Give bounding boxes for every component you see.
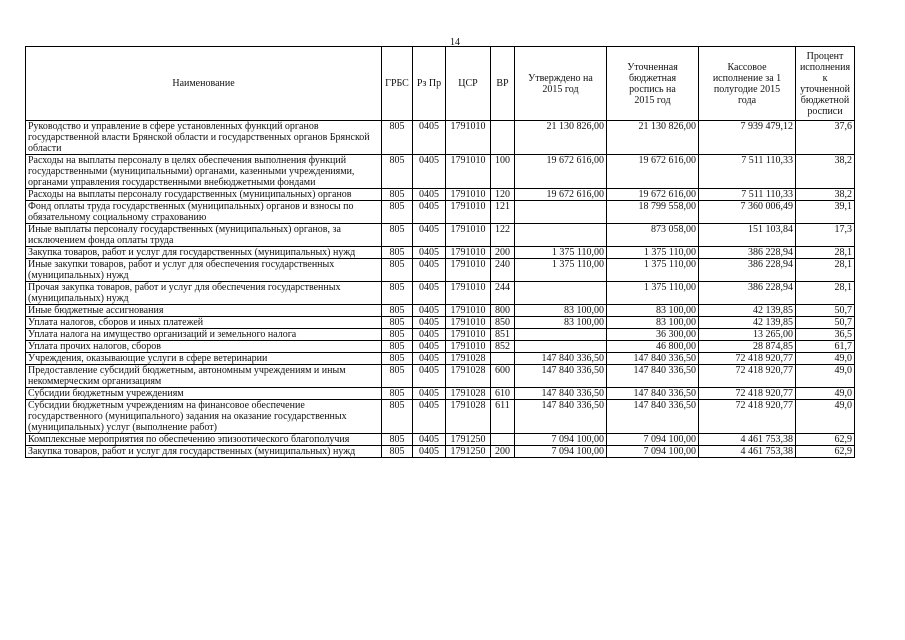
row-vr: 120 bbox=[491, 189, 515, 201]
row-approved: 83 100,00 bbox=[515, 317, 607, 329]
row-approved: 147 840 336,50 bbox=[515, 365, 607, 388]
row-percent: 62,9 bbox=[796, 434, 855, 446]
row-refined: 147 840 336,50 bbox=[607, 388, 699, 400]
row-approved: 19 672 616,00 bbox=[515, 155, 607, 189]
row-name: Иные выплаты персоналу государственных (муниципальных) органов, за исключением фонда оплаты труда bbox=[26, 224, 382, 247]
row-percent: 37,6 bbox=[796, 121, 855, 155]
table-row bbox=[26, 365, 855, 388]
table-row bbox=[26, 121, 855, 155]
header-csr: ЦСР bbox=[446, 47, 491, 121]
table-row bbox=[26, 247, 855, 259]
row-percent: 49,0 bbox=[796, 365, 855, 388]
row-percent: 28,1 bbox=[796, 282, 855, 305]
row-rzpr: 0405 bbox=[413, 259, 446, 282]
row-csr: 1791010 bbox=[446, 305, 491, 317]
row-grbs: 805 bbox=[382, 446, 413, 458]
table-row bbox=[26, 400, 855, 434]
row-approved: 83 100,00 bbox=[515, 305, 607, 317]
table-row bbox=[26, 259, 855, 282]
row-vr: 200 bbox=[491, 247, 515, 259]
row-cash: 386 228,94 bbox=[699, 247, 796, 259]
row-csr: 1791010 bbox=[446, 155, 491, 189]
row-vr bbox=[491, 121, 515, 155]
row-name: Уплата прочих налогов, сборов bbox=[26, 341, 382, 353]
row-vr: 852 bbox=[491, 341, 515, 353]
row-csr: 1791010 bbox=[446, 189, 491, 201]
row-name: Уплата налогов, сборов и иных платежей bbox=[26, 317, 382, 329]
row-rzpr: 0405 bbox=[413, 446, 446, 458]
row-grbs: 805 bbox=[382, 155, 413, 189]
row-cash: 7 360 006,49 bbox=[699, 201, 796, 224]
row-name: Предоставление субсидий бюджетным, автономным учреждениям и иным некоммерческим организациям bbox=[26, 365, 382, 388]
budget-table bbox=[25, 46, 855, 458]
table-row bbox=[26, 155, 855, 189]
row-csr: 1791010 bbox=[446, 282, 491, 305]
row-percent: 28,1 bbox=[796, 259, 855, 282]
row-vr: 800 bbox=[491, 305, 515, 317]
row-cash: 7 511 110,33 bbox=[699, 189, 796, 201]
row-approved bbox=[515, 341, 607, 353]
row-csr: 1791250 bbox=[446, 446, 491, 458]
table-row bbox=[26, 189, 855, 201]
row-csr: 1791010 bbox=[446, 329, 491, 341]
row-approved: 1 375 110,00 bbox=[515, 247, 607, 259]
row-approved bbox=[515, 201, 607, 224]
row-percent: 28,1 bbox=[796, 247, 855, 259]
row-grbs: 805 bbox=[382, 317, 413, 329]
row-grbs: 805 bbox=[382, 201, 413, 224]
row-approved: 19 672 616,00 bbox=[515, 189, 607, 201]
row-refined: 19 672 616,00 bbox=[607, 155, 699, 189]
row-refined: 1 375 110,00 bbox=[607, 259, 699, 282]
row-grbs: 805 bbox=[382, 329, 413, 341]
row-percent: 38,2 bbox=[796, 189, 855, 201]
row-rzpr: 0405 bbox=[413, 247, 446, 259]
row-percent: 50,7 bbox=[796, 305, 855, 317]
row-rzpr: 0405 bbox=[413, 189, 446, 201]
row-name: Иные закупки товаров, работ и услуг для обеспечения государственных (муниципальных) нужд bbox=[26, 259, 382, 282]
row-vr bbox=[491, 434, 515, 446]
table-row bbox=[26, 317, 855, 329]
row-rzpr: 0405 bbox=[413, 317, 446, 329]
header-rzpr: Рз Пр bbox=[413, 47, 446, 121]
row-percent: 39,1 bbox=[796, 201, 855, 224]
row-refined: 36 300,00 bbox=[607, 329, 699, 341]
header-name: Наименование bbox=[26, 47, 382, 121]
row-rzpr: 0405 bbox=[413, 305, 446, 317]
header-vr: ВР bbox=[491, 47, 515, 121]
row-grbs: 805 bbox=[382, 434, 413, 446]
row-csr: 1791028 bbox=[446, 400, 491, 434]
header-approved: Утверждено на 2015 год bbox=[515, 47, 607, 121]
row-csr: 1791010 bbox=[446, 224, 491, 247]
row-cash: 28 874,85 bbox=[699, 341, 796, 353]
row-rzpr: 0405 bbox=[413, 434, 446, 446]
table-row bbox=[26, 305, 855, 317]
row-refined: 18 799 558,00 bbox=[607, 201, 699, 224]
row-refined: 1 375 110,00 bbox=[607, 282, 699, 305]
row-vr: 611 bbox=[491, 400, 515, 434]
row-vr: 122 bbox=[491, 224, 515, 247]
row-rzpr: 0405 bbox=[413, 201, 446, 224]
row-approved: 7 094 100,00 bbox=[515, 434, 607, 446]
row-approved: 147 840 336,50 bbox=[515, 353, 607, 365]
row-cash: 386 228,94 bbox=[699, 282, 796, 305]
row-cash: 4 461 753,38 bbox=[699, 446, 796, 458]
row-rzpr: 0405 bbox=[413, 282, 446, 305]
row-grbs: 805 bbox=[382, 341, 413, 353]
row-rzpr: 0405 bbox=[413, 224, 446, 247]
row-csr: 1791010 bbox=[446, 121, 491, 155]
row-refined: 147 840 336,50 bbox=[607, 365, 699, 388]
row-rzpr: 0405 bbox=[413, 329, 446, 341]
row-cash: 42 139,85 bbox=[699, 305, 796, 317]
table-row bbox=[26, 388, 855, 400]
row-name: Субсидии бюджетным учреждениям bbox=[26, 388, 382, 400]
row-name: Расходы на выплаты персоналу государственных (муниципальных) органов bbox=[26, 189, 382, 201]
row-rzpr: 0405 bbox=[413, 400, 446, 434]
row-approved: 147 840 336,50 bbox=[515, 400, 607, 434]
row-name: Иные бюджетные ассигнования bbox=[26, 305, 382, 317]
row-percent: 62,9 bbox=[796, 446, 855, 458]
row-csr: 1791010 bbox=[446, 201, 491, 224]
row-rzpr: 0405 bbox=[413, 121, 446, 155]
row-refined: 1 375 110,00 bbox=[607, 247, 699, 259]
row-vr: 121 bbox=[491, 201, 515, 224]
row-percent: 50,7 bbox=[796, 317, 855, 329]
row-cash: 7 511 110,33 bbox=[699, 155, 796, 189]
row-csr: 1791010 bbox=[446, 317, 491, 329]
row-refined: 46 800,00 bbox=[607, 341, 699, 353]
row-name: Расходы на выплаты персоналу в целях обеспечения выполнения функций государственными (муниципальными) органами, казенными учреждениями, органами управления государственными внебюджетными фондами bbox=[26, 155, 382, 189]
row-percent: 49,0 bbox=[796, 388, 855, 400]
row-approved: 1 375 110,00 bbox=[515, 259, 607, 282]
row-refined: 19 672 616,00 bbox=[607, 189, 699, 201]
row-vr: 244 bbox=[491, 282, 515, 305]
table-row bbox=[26, 329, 855, 341]
row-percent: 36,5 bbox=[796, 329, 855, 341]
row-grbs: 805 bbox=[382, 121, 413, 155]
row-name: Уплата налога на имущество организаций и земельного налога bbox=[26, 329, 382, 341]
row-vr: 851 bbox=[491, 329, 515, 341]
row-csr: 1791250 bbox=[446, 434, 491, 446]
row-vr: 850 bbox=[491, 317, 515, 329]
table-row bbox=[26, 353, 855, 365]
row-csr: 1791010 bbox=[446, 341, 491, 353]
row-refined: 147 840 336,50 bbox=[607, 353, 699, 365]
row-percent: 49,0 bbox=[796, 400, 855, 434]
row-grbs: 805 bbox=[382, 353, 413, 365]
row-cash: 72 418 920,77 bbox=[699, 400, 796, 434]
row-cash: 4 461 753,38 bbox=[699, 434, 796, 446]
row-approved bbox=[515, 329, 607, 341]
row-refined: 83 100,00 bbox=[607, 317, 699, 329]
row-cash: 7 939 479,12 bbox=[699, 121, 796, 155]
row-approved bbox=[515, 224, 607, 247]
row-grbs: 805 bbox=[382, 400, 413, 434]
row-refined: 873 058,00 bbox=[607, 224, 699, 247]
row-percent: 61,7 bbox=[796, 341, 855, 353]
row-cash: 72 418 920,77 bbox=[699, 365, 796, 388]
row-refined: 7 094 100,00 bbox=[607, 434, 699, 446]
row-vr: 200 bbox=[491, 446, 515, 458]
row-refined: 147 840 336,50 bbox=[607, 400, 699, 434]
row-approved: 21 130 826,00 bbox=[515, 121, 607, 155]
row-cash: 386 228,94 bbox=[699, 259, 796, 282]
row-grbs: 805 bbox=[382, 259, 413, 282]
table-row bbox=[26, 201, 855, 224]
row-cash: 42 139,85 bbox=[699, 317, 796, 329]
row-name: Субсидии бюджетным учреждениям на финансовое обеспечение государственного (муниципального) задания на оказание государственных (муниципальных) услуг (выполнение работ) bbox=[26, 400, 382, 434]
row-grbs: 805 bbox=[382, 224, 413, 247]
row-grbs: 805 bbox=[382, 189, 413, 201]
row-csr: 1791028 bbox=[446, 353, 491, 365]
row-refined: 21 130 826,00 bbox=[607, 121, 699, 155]
row-name: Фонд оплаты труда государственных (муниципальных) органов и взносы по обязательному социальному страхованию bbox=[26, 201, 382, 224]
row-vr: 240 bbox=[491, 259, 515, 282]
header-percent: Процент исполнения к уточненной бюджетной росписи bbox=[796, 47, 855, 121]
row-csr: 1791010 bbox=[446, 247, 491, 259]
row-refined: 83 100,00 bbox=[607, 305, 699, 317]
page-number: 14 bbox=[450, 37, 460, 48]
row-name: Прочая закупка товаров, работ и услуг для обеспечения государственных (муниципальных) нужд bbox=[26, 282, 382, 305]
row-name: Закупка товаров, работ и услуг для государственных (муниципальных) нужд bbox=[26, 247, 382, 259]
row-rzpr: 0405 bbox=[413, 388, 446, 400]
row-grbs: 805 bbox=[382, 305, 413, 317]
row-vr: 600 bbox=[491, 365, 515, 388]
row-grbs: 805 bbox=[382, 365, 413, 388]
row-vr: 100 bbox=[491, 155, 515, 189]
header-cash: Кассовое исполнение за 1 полугодие 2015 года bbox=[699, 47, 796, 121]
row-cash: 151 103,84 bbox=[699, 224, 796, 247]
row-approved: 147 840 336,50 bbox=[515, 388, 607, 400]
row-rzpr: 0405 bbox=[413, 155, 446, 189]
table-row bbox=[26, 282, 855, 305]
row-approved: 7 094 100,00 bbox=[515, 446, 607, 458]
row-rzpr: 0405 bbox=[413, 353, 446, 365]
row-cash: 13 265,00 bbox=[699, 329, 796, 341]
row-name: Комплексные мероприятия по обеспечению эпизоотического благополучия bbox=[26, 434, 382, 446]
row-name: Учреждения, оказывающие услуги в сфере ветеринарии bbox=[26, 353, 382, 365]
row-name: Руководство и управление в сфере установленных функций органов государственной власти Брянской области и государственных органов Брянской области bbox=[26, 121, 382, 155]
row-name: Закупка товаров, работ и услуг для государственных (муниципальных) нужд bbox=[26, 446, 382, 458]
row-approved bbox=[515, 282, 607, 305]
table-row bbox=[26, 224, 855, 247]
row-vr bbox=[491, 353, 515, 365]
table-row bbox=[26, 341, 855, 353]
row-cash: 72 418 920,77 bbox=[699, 353, 796, 365]
row-vr: 610 bbox=[491, 388, 515, 400]
row-refined: 7 094 100,00 bbox=[607, 446, 699, 458]
table-row bbox=[26, 434, 855, 446]
row-grbs: 805 bbox=[382, 247, 413, 259]
table-row bbox=[26, 446, 855, 458]
header-grbs: ГРБС bbox=[382, 47, 413, 121]
row-csr: 1791028 bbox=[446, 388, 491, 400]
row-csr: 1791028 bbox=[446, 365, 491, 388]
row-grbs: 805 bbox=[382, 388, 413, 400]
header-refined: Уточненная бюджетная роспись на 2015 год bbox=[607, 47, 699, 121]
row-rzpr: 0405 bbox=[413, 341, 446, 353]
row-percent: 38,2 bbox=[796, 155, 855, 189]
row-percent: 49,0 bbox=[796, 353, 855, 365]
row-csr: 1791010 bbox=[446, 259, 491, 282]
row-grbs: 805 bbox=[382, 282, 413, 305]
row-cash: 72 418 920,77 bbox=[699, 388, 796, 400]
row-percent: 17,3 bbox=[796, 224, 855, 247]
header-row bbox=[26, 47, 855, 121]
row-rzpr: 0405 bbox=[413, 365, 446, 388]
